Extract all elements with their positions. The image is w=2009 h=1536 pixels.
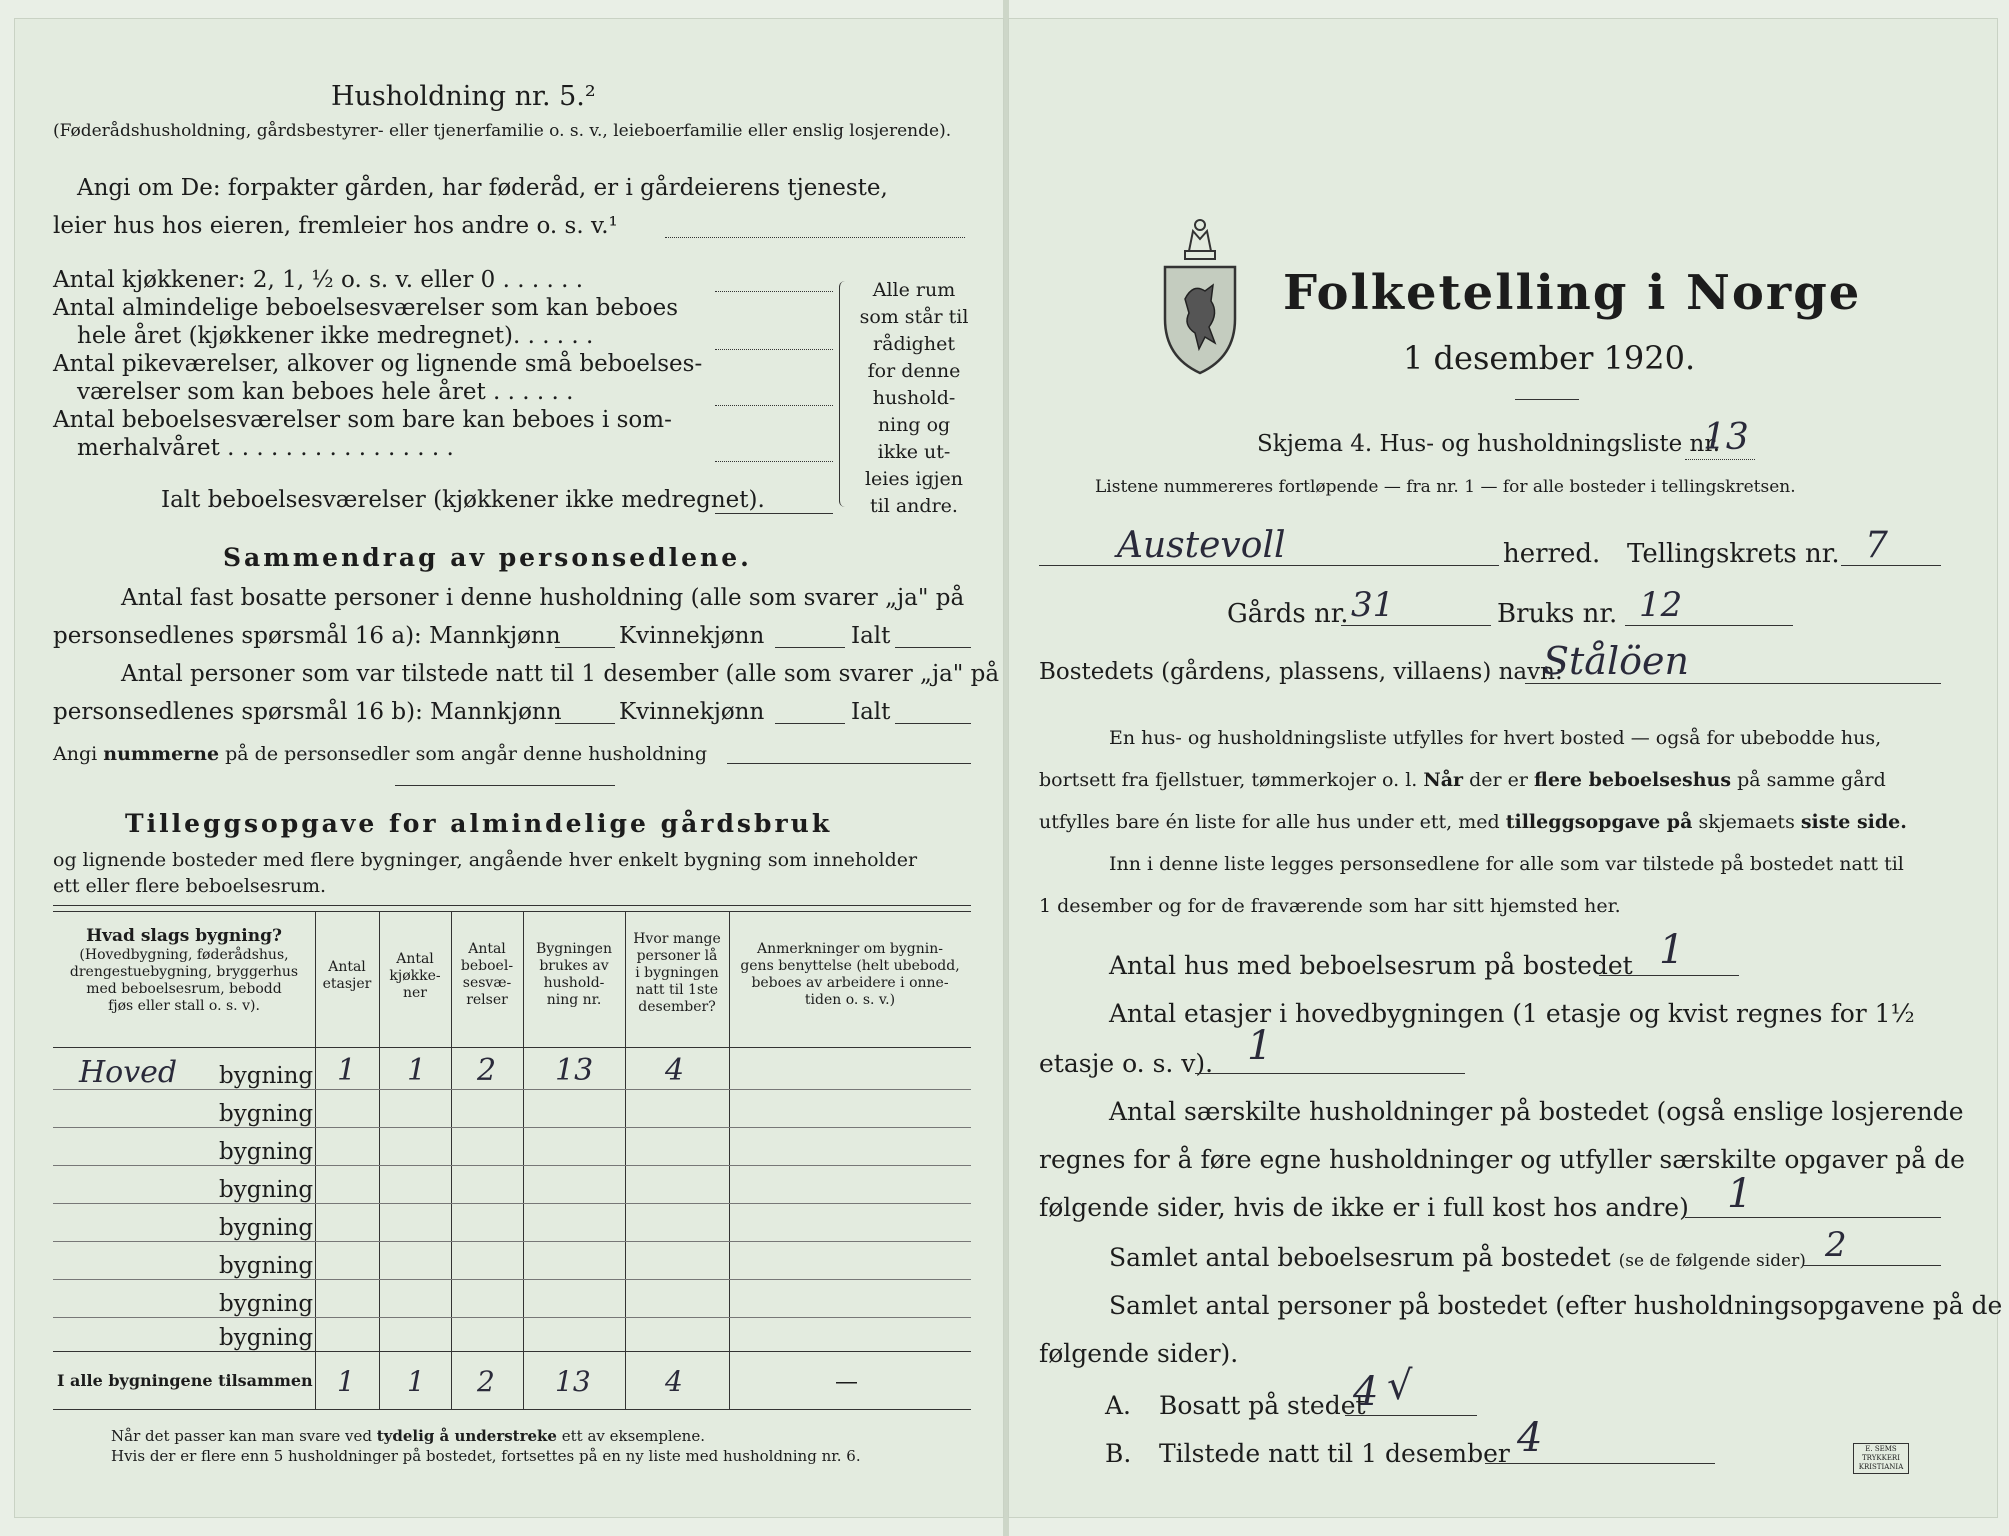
form-date: 1 desember 1920.	[1403, 339, 1696, 377]
angi-nummerne-line	[727, 763, 971, 764]
q-a-check-mark: √	[1387, 1363, 1413, 1409]
summary-1a: Antal fast bosatte personer i denne husholdning (alle som svarer „ja" på	[121, 585, 965, 611]
krets-label: Tellingskrets nr.	[1627, 539, 1840, 569]
side-note: Alle rum som står til rådighet for denne hushold- ning og ikke ut- leies igjen til andre.	[859, 279, 969, 517]
q-personer-label2: følgende sider).	[1039, 1339, 1239, 1368]
summary-1-kvinne-line	[775, 647, 845, 648]
schema-label: Skjema 4. Hus- og husholdningsliste nr.	[1257, 431, 1721, 457]
summary-2b: personsedlenes spørsmål 16 b): Mannkjønn	[53, 699, 562, 725]
summary-2-ialt-line	[895, 723, 971, 724]
summary-2-kvinne-line	[775, 723, 845, 724]
col-vaerelser-header: Antal beboel- sesvæ- relser	[460, 941, 514, 1008]
instruction-2: bortsett fra fjellstuer, tømmerkojer o. l. Når der er flere beboelseshus på samme gård	[1039, 769, 1886, 791]
q-hushold-label2: regnes for å føre egne husholdninger og utfyller særskilte opgaver på de	[1039, 1145, 1965, 1174]
col-hushold-header: Bygningen brukes av hushold- ning nr.	[536, 941, 612, 1008]
gards-value: 31	[1351, 585, 1395, 625]
q-rum-label: Samlet antal beboelsesrum på bostedet (se de følgende sider)	[1109, 1243, 1806, 1272]
title-divider	[1515, 399, 1579, 400]
instruction-1: En hus- og husholdningsliste utfylles for hvert bosted — også for ubebodde hus,	[1109, 727, 1882, 749]
summary-1-ialt-line	[895, 647, 971, 648]
gards-line	[1341, 625, 1491, 626]
herred-line	[1039, 565, 1499, 566]
schema-number-line	[1685, 459, 1755, 460]
q-etasjer-label2: etasje o. s. v).	[1039, 1049, 1214, 1078]
q-rum-value: 2	[1825, 1225, 1847, 1265]
summary-2a: Antal personer som var tilstede natt til 1 desember (alle som svarer „ja" på	[121, 661, 1000, 687]
angi-nummerne: Angi nummerne på de personsedler som angår denne husholdning	[53, 743, 708, 765]
q-b-letter: B.	[1105, 1439, 1132, 1468]
supplement-note1: og lignende bosteder med flere bygninger, angående hver enkelt bygning som inneholder	[53, 849, 918, 871]
instruction-4: Inn i denne liste legges personsedlene for alle som var tilstede på bostedet natt til	[1109, 853, 1904, 875]
household-note: (Føderådshusholdning, gårdsbestyrer- eller tjenerfamilie o. s. v., leieboerfamilie eller enslig losjerende).	[53, 121, 952, 141]
bruks-value: 12	[1639, 585, 1683, 625]
q-a-letter: A.	[1105, 1391, 1132, 1420]
angi-answer-line	[665, 237, 965, 238]
q-b-label: Tilstede natt til 1 desember	[1159, 1439, 1510, 1468]
summary-1-ialt: Ialt	[851, 623, 891, 649]
summary-title: Sammendrag av personsedlene.	[223, 543, 752, 572]
summary-2-kvinne: Kvinnekjønn	[619, 699, 765, 725]
bosted-value: Stålöen	[1543, 639, 1689, 683]
krets-line	[1841, 565, 1941, 566]
q-hushold-label3: følgende sider, hvis de ikke er i full kost hos andre)	[1039, 1193, 1689, 1222]
summary-2-ialt: Ialt	[851, 699, 891, 725]
rooms-total: Ialt beboelsesværelser (kjøkkener ikke medregnet).	[161, 487, 765, 513]
q-hus-line	[1599, 975, 1739, 976]
q-hushold-label1: Antal særskilte husholdninger på bostedet (også enslige losjerende	[1109, 1097, 1964, 1126]
numbering-note: Listene nummereres fortløpende — fra nr. 1 — for alle bosteder i tellingskretsen.	[1095, 477, 1796, 497]
q-hushold-line	[1685, 1217, 1941, 1218]
kitchens-label: Antal kjøkkener: 2, 1, ½ o. s. v. eller 0 . . . . . .	[53, 267, 584, 293]
bruks-line	[1625, 625, 1793, 626]
right-page	[1008, 18, 2003, 1518]
gards-label: Gårds nr.	[1227, 599, 1349, 629]
rooms-a2: hele året (kjøkkener ikke medregnet). . . . . .	[77, 323, 594, 349]
bruks-label: Bruks nr.	[1497, 599, 1618, 629]
footnote-1: Når det passer kan man svare ved tydelig å understreke ett av eksemplene.	[111, 1427, 705, 1445]
q-a-line	[1345, 1415, 1477, 1416]
left-page: Husholdning nr. 5.² (Føderådshusholdning, gårdsbestyrer- eller tjenerfamilie o. s. v., leieboerfamilie eller enslig losjerende). Angi om De: forpakter gården, har føderåd, er i gårdeierens tjeneste, leier hus hos eieren, fremleier hos andre o. s. v.¹ Antal kjøkkener: 2, 1, ½ o. s. v. eller 0 . . . . . . Antal almindelige beboelsesværelser som kan beboes hele året (kjøkkener ikke medregnet). . . . . . Antal pikeværelser, alkover og lignende små beboelses- værelser som kan beboes hele året . . . . . . Antal beboelsesværelser som bare kan beboes i som- merhalvåret . . . . . . . . . . . . . . . . Ialt beboelsesværelser (kjøkkener ikke medregnet). Alle rum som står til rådighet for denne hushold- ning og ikke ut- leies igjen til andre. Sammendrag av personsedlene. Antal fast bosatte personer i denne husholdning (alle som svarer „ja" på personsedlenes spørsmål 16 a): Mannkjønn Kvinnekjønn Ialt Antal personer som var tilstede natt til 1 desember (alle som svarer „ja" på personsedlenes spørsmål 16 b): Mannkjønn Kvinnekjønn Ialt Angi nummerne på de personsedler som angår denne husholdning Tilleggsopgave for almindelige gårdsbruk og lignende bosteder med flere bygninger, angående hver enkelt bygning som inneholder ett eller flere beboelsesrum. Hvad slags bygning? (Hovedbygning, føderådshus, drengestuebygning, bryggerhus med beboelsesrum, bebodd fjøs eller stall o. s. v). Antal etasjer Antal kjøkke- ner Antal beboel- sesvæ- relser Bygningen brukes av hushold- ning nr. Hvor mange personer lå i bygningen natt til 1ste desember? Anmerkninger om bygnin- gens benyttelse (helt ubebodd, beboes av arbeidere i onne- tiden o. s. v.) Hoved bygning 1 1 2 13 4 bygning bygning bygning bygning bygning bygning bygning I alle bygningene tilsammen 1 1 2 13 4 — Når det passer kan man svare ved tydelig å understreke ett av eksemplene. Hvis der er flere enn 5 husholdninger på bostedet, fortsettes på en ny liste med husholdning nr. 6.	[14, 18, 1004, 1518]
col-etasjer-header: Antal etasjer	[322, 959, 372, 992]
rooms-b2: værelser som kan beboes hele året . . . . . .	[77, 379, 574, 405]
supplement-note2: ett eller flere beboelsesrum.	[53, 875, 327, 897]
printer-stamp: E. SEMS TRYKKERI KRISTIANIA	[1853, 1443, 1909, 1474]
summary-1-mann-line	[555, 647, 615, 648]
rooms-a-line	[715, 349, 833, 350]
bosted-label: Bostedets (gårdens, plassens, villaens) navn:	[1039, 659, 1563, 685]
q-etasjer-label1: Antal etasjer i hovedbygningen (1 etasje og kvist regnes for 1½	[1109, 999, 1915, 1028]
supplement-title: Tilleggsopgave for almindelige gårdsbruk	[125, 809, 833, 838]
q-a-label: Bosatt på stedet	[1159, 1391, 1366, 1420]
side-note-brace	[839, 281, 849, 507]
section-divider	[395, 785, 615, 786]
angi-line1: Angi om De: forpakter gården, har føderåd, er i gårdeierens tjeneste,	[77, 175, 888, 201]
rooms-b-line	[715, 405, 833, 406]
q-b-line	[1485, 1463, 1715, 1464]
herred-label: herred.	[1503, 539, 1601, 569]
q-etasjer-line	[1195, 1073, 1465, 1074]
col-personer-header: Hvor mange personer lå i bygningen natt til 1ste desember?	[633, 931, 721, 1015]
q-personer-label1: Samlet antal personer på bostedet (efter husholdningsopgavene på de	[1109, 1291, 2003, 1320]
summary-1-kvinne: Kvinnekjønn	[619, 623, 765, 649]
bosted-line	[1525, 683, 1941, 684]
col-kjokkener-header: Antal kjøkke- ner	[389, 951, 441, 1001]
angi-line2: leier hus hos eieren, fremleier hos andre o. s. v.¹	[53, 213, 618, 239]
q-hus-value: 1	[1659, 927, 1685, 973]
instruction-3: utfylles bare én liste for alle hus under ett, med tilleggsopgave på skjemaets siste side.	[1039, 811, 1907, 833]
rooms-b1: Antal pikeværelser, alkover og lignende små beboelses-	[53, 351, 703, 377]
instruction-5: 1 desember og for de fraværende som har sitt hjemsted her.	[1039, 895, 1621, 917]
q-hushold-value: 1	[1727, 1171, 1753, 1217]
q-etasjer-value: 1	[1247, 1023, 1273, 1069]
footnote-2: Hvis der er flere enn 5 husholdninger på bostedet, fortsettes på en ny liste med husholdning nr. 6.	[111, 1447, 861, 1465]
q-hus-label: Antal hus med beboelsesrum på bostedet	[1109, 951, 1633, 980]
q-b-value: 4	[1517, 1415, 1543, 1461]
household-title: Husholdning nr. 5.²	[331, 81, 596, 112]
kitchens-line	[715, 291, 833, 292]
col-anmerkninger-header: Anmerkninger om bygnin- gens benyttelse (helt ubebodd, beboes av arbeidere i onne- tiden o. s. v.)	[740, 941, 960, 1008]
rooms-c1: Antal beboelsesværelser som bare kan beboes i som-	[53, 407, 672, 433]
rooms-a1: Antal almindelige beboelsesværelser som kan beboes	[53, 295, 679, 321]
q-rum-line	[1803, 1265, 1941, 1266]
col-type-header: Hvad slags bygning? (Hovedbygning, føderådshus, drengestuebygning, bryggerhus med beboelsesrum, bebodd fjøs eller stall o. s. v).	[69, 926, 299, 1014]
form-title: Folketelling i Norge	[1283, 265, 1862, 321]
coat-of-arms-icon	[1159, 209, 1241, 379]
rooms-c-line	[715, 461, 833, 462]
herred-value: Austevoll	[1117, 525, 1286, 566]
krets-value: 7	[1865, 525, 1888, 566]
summary-2-mann-line	[555, 723, 615, 724]
rooms-total-line	[715, 513, 833, 514]
summary-1b: personsedlenes spørsmål 16 a): Mannkjønn	[53, 623, 561, 649]
q-a-value: 4	[1353, 1369, 1379, 1415]
schema-number: 13	[1703, 417, 1749, 458]
rooms-c2: merhalvåret . . . . . . . . . . . . . . . .	[77, 435, 454, 461]
